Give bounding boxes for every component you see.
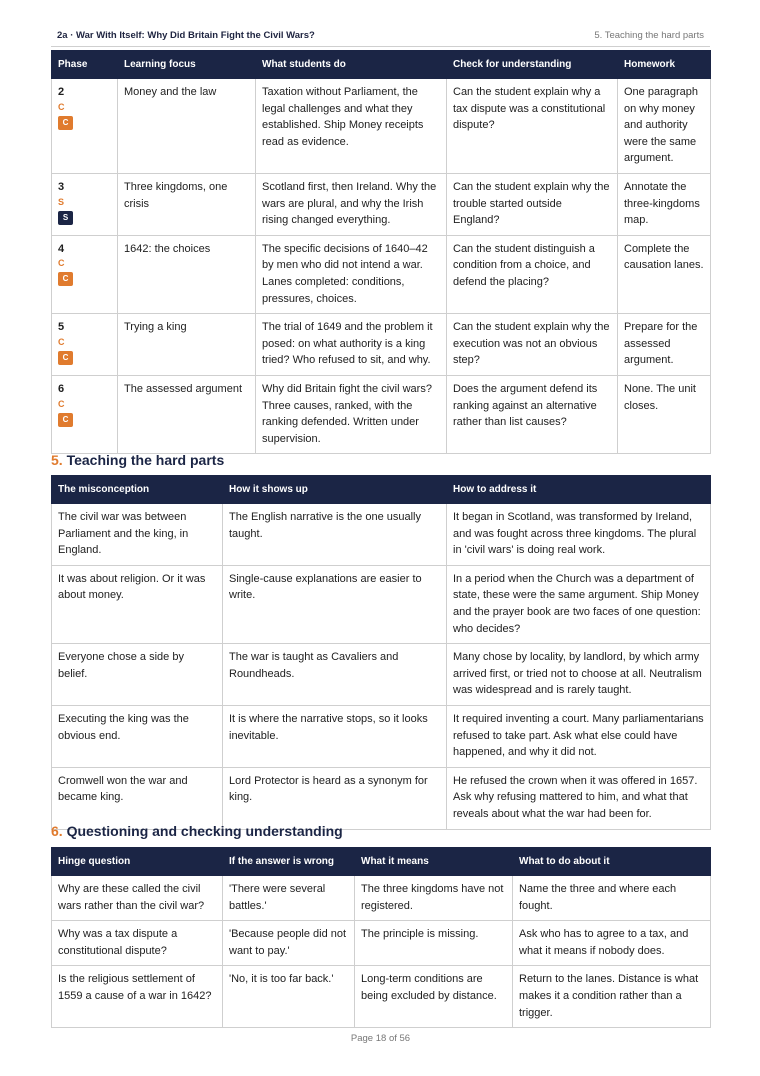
section-title: Teaching the hard parts: [66, 452, 225, 468]
phase-badge: C: [58, 272, 73, 286]
phase-badge: C: [58, 351, 73, 365]
learning-focus-cell: Three kingdoms, one crisis: [118, 173, 256, 235]
phases-table: [51, 50, 711, 454]
address-cell: He refused the crown when it was offered in 1657. Ask why refusing mattered to him, and what that reveals about what the war had been for.: [447, 767, 711, 829]
column-header: What it means: [355, 848, 513, 876]
column-header: What students do: [256, 51, 447, 79]
table-row: [52, 921, 711, 966]
phase-code: C: [58, 336, 65, 347]
wrong-answer-cell: 'There were several battles.': [223, 876, 355, 921]
phase-cell: [52, 79, 118, 174]
check-cell: Does the argument defend its ranking against an alternative rather than list causes?: [447, 375, 618, 453]
homework-cell: One paragraph on why money and authority were the same argument.: [618, 79, 711, 174]
table-row: [52, 235, 711, 313]
meaning-cell: The principle is missing.: [355, 921, 513, 966]
activity-cell: Taxation without Parliament, the legal challenges and what they established. Ship Money receipts read as evidence.: [256, 79, 447, 174]
table-row: [52, 173, 711, 235]
table-row: [52, 565, 711, 643]
section-number: 5.: [51, 452, 63, 468]
hinge-question-cell: Why are these called the civil wars rather than the civil war?: [52, 876, 223, 921]
phase-code: C: [58, 398, 65, 409]
check-cell: Can the student explain why a tax dispute was a constitutional dispute?: [447, 79, 618, 174]
phase-number: 3: [58, 180, 65, 193]
misconception-cell: Executing the king was the obvious end.: [52, 705, 223, 767]
meaning-cell: Long-term conditions are being excluded by distance.: [355, 966, 513, 1028]
address-cell: It began in Scotland, was transformed by Ireland, and was fought across three kingdoms. The plural in 'civil wars' is doing real work.: [447, 504, 711, 566]
shows-up-cell: The English narrative is the one usually taught.: [223, 504, 447, 566]
check-cell: Can the student explain why the trouble started outside England?: [447, 173, 618, 235]
section-number: 6.: [51, 823, 63, 839]
section-title: Questioning and checking understanding: [66, 823, 343, 839]
homework-cell: None. The unit closes.: [618, 375, 711, 453]
column-header: The misconception: [52, 476, 223, 504]
phase-number: 6: [58, 382, 65, 395]
table-header-row: [52, 848, 711, 876]
activity-cell: The trial of 1649 and the problem it posed: on what authority is a king tried? Who refused to sit, and why.: [256, 314, 447, 376]
learning-focus-cell: 1642: the choices: [118, 235, 256, 313]
phase-cell: [52, 173, 118, 235]
table-row: [52, 504, 711, 566]
header-document-title: 2a · War With Itself: Why Did Britain Fight the Civil Wars?: [57, 30, 315, 41]
misconception-cell: It was about religion. Or it was about money.: [52, 565, 223, 643]
phase-number: 5: [58, 321, 65, 334]
address-cell: In a period when the Church was a department of state, these were the same argument. Ship Money and the prayer book are two faces of one question: who decides?: [447, 565, 711, 643]
activity-cell: Why did Britain fight the civil wars? Three causes, ranked, with the ranking defended. Written under supervision.: [256, 375, 447, 453]
meaning-cell: The three kingdoms have not registered.: [355, 876, 513, 921]
learning-focus-cell: Trying a king: [118, 314, 256, 376]
table-row: [52, 767, 711, 829]
action-cell: Ask who has to agree to a tax, and what it means if nobody does.: [513, 921, 711, 966]
column-header: Hinge question: [52, 848, 223, 876]
action-cell: Return to the lanes. Distance is what makes it a condition rather than a trigger.: [513, 966, 711, 1028]
check-cell: Can the student distinguish a condition from a choice, and defend the placing?: [447, 235, 618, 313]
column-header: If the answer is wrong: [223, 848, 355, 876]
section-heading: [51, 452, 224, 468]
wrong-answer-cell: 'No, it is too far back.': [223, 966, 355, 1028]
column-header: How to address it: [447, 476, 711, 504]
homework-cell: Complete the causation lanes.: [618, 235, 711, 313]
table-header-row: [52, 51, 711, 79]
phase-code: C: [58, 258, 65, 269]
misconception-cell: Everyone chose a side by belief.: [52, 644, 223, 706]
shows-up-cell: It is where the narrative stops, so it looks inevitable.: [223, 705, 447, 767]
phase-code: C: [58, 101, 65, 112]
shows-up-cell: Lord Protector is heard as a synonym for king.: [223, 767, 447, 829]
phase-badge: C: [58, 116, 73, 130]
phase-badge: C: [58, 413, 73, 427]
page-number: Page 18 of 56: [350, 1033, 411, 1044]
table-row: [52, 375, 711, 453]
misconception-cell: The civil war was between Parliament and the king, in England.: [52, 504, 223, 566]
address-cell: Many chose by locality, by landlord, by which army arrived first, or tried not to choose at all. Neutralism was widespread and is rarely taught.: [447, 644, 711, 706]
activity-cell: Scotland first, then Ireland. Why the wars are plural, and why the Irish rising changed everything.: [256, 173, 447, 235]
misconception-cell: Cromwell won the war and became king.: [52, 767, 223, 829]
hinge-questions-table: [51, 847, 711, 1028]
phase-number: 4: [58, 242, 65, 255]
activity-cell: The specific decisions of 1640–42 by men who did not intend a war. Lanes completed: conditions, pressures, choices.: [256, 235, 447, 313]
table-row: [52, 79, 711, 174]
column-header: Check for understanding: [447, 51, 618, 79]
shows-up-cell: Single-cause explanations are easier to write.: [223, 565, 447, 643]
hinge-question-cell: Why was a tax dispute a constitutional dispute?: [52, 921, 223, 966]
check-cell: Can the student explain why the execution was not an obvious step?: [447, 314, 618, 376]
column-header: What to do about it: [513, 848, 711, 876]
running-header: [51, 26, 710, 47]
phase-cell: [52, 375, 118, 453]
shows-up-cell: The war is taught as Cavaliers and Roundheads.: [223, 644, 447, 706]
table-row: [52, 966, 711, 1028]
section-heading: [51, 823, 343, 839]
phase-badge: S: [58, 211, 73, 225]
column-header: Homework: [618, 51, 711, 79]
learning-focus-cell: Money and the law: [118, 79, 256, 174]
phase-cell: [52, 235, 118, 313]
learning-focus-cell: The assessed argument: [118, 375, 256, 453]
phase-code: S: [58, 196, 65, 207]
misconceptions-table: [51, 475, 711, 830]
hinge-question-cell: Is the religious settlement of 1559 a cause of a war in 1642?: [52, 966, 223, 1028]
table-header-row: [52, 476, 711, 504]
column-header: Learning focus: [118, 51, 256, 79]
column-header: How it shows up: [223, 476, 447, 504]
phase-number: 2: [58, 86, 65, 98]
table-row: [52, 705, 711, 767]
column-header: Phase: [52, 51, 118, 79]
header-section-title: 5. Teaching the hard parts: [594, 30, 704, 41]
table-row: [52, 644, 711, 706]
homework-cell: Prepare for the assessed argument.: [618, 314, 711, 376]
address-cell: It required inventing a court. Many parliamentarians refused to take part. Ask what else could have happened, and why it did not.: [447, 705, 711, 767]
phase-cell: [52, 314, 118, 376]
homework-cell: Annotate the three-kingdoms map.: [618, 173, 711, 235]
table-row: [52, 876, 711, 921]
table-row: [52, 314, 711, 376]
action-cell: Name the three and where each fought.: [513, 876, 711, 921]
wrong-answer-cell: 'Because people did not want to pay.': [223, 921, 355, 966]
